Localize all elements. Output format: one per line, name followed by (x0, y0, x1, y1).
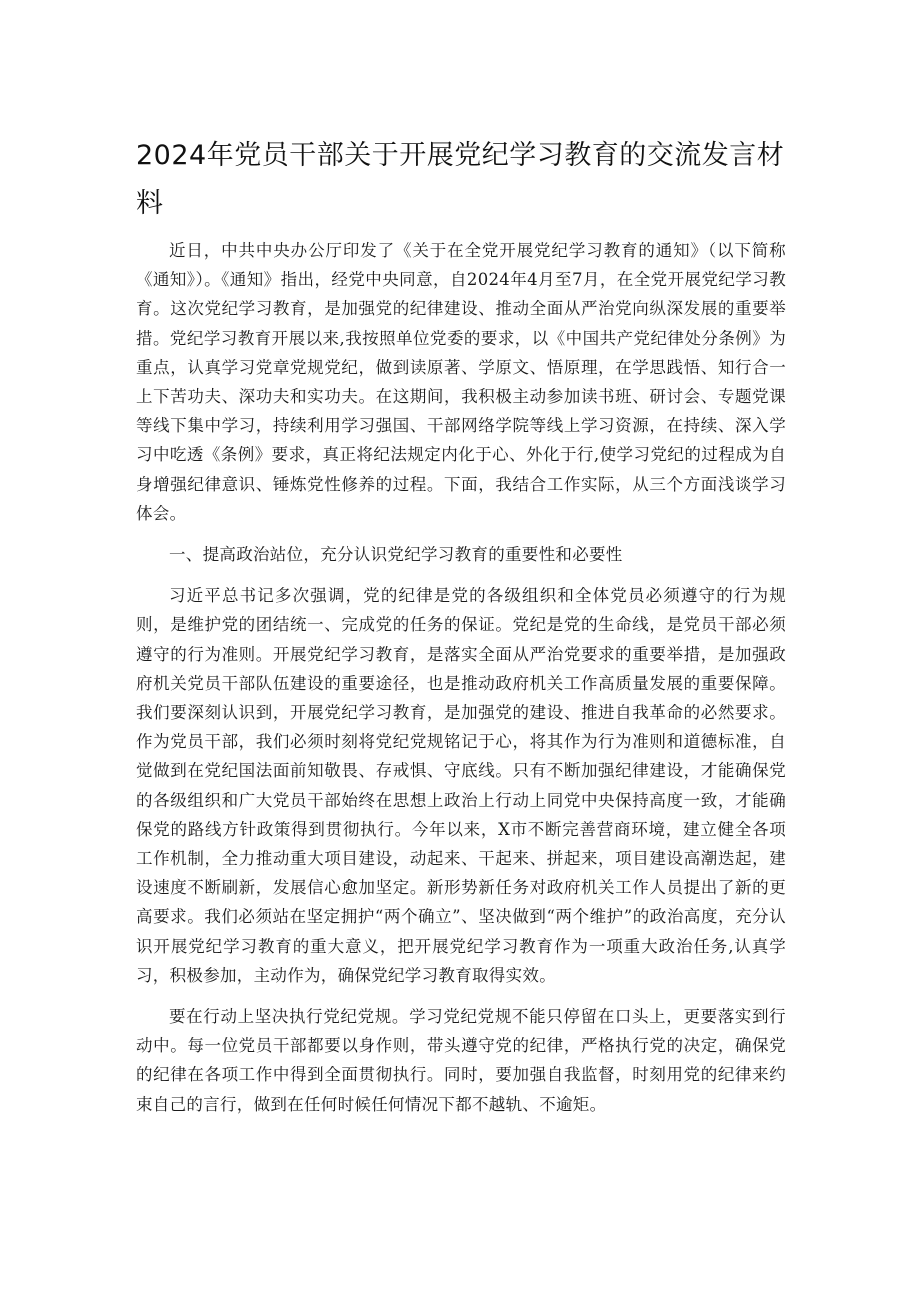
document-body (136, 236, 786, 1131)
section-heading-1: 一、提高政治站位，充分认识党纪学习教育的重要性和必要性 (169, 545, 623, 565)
document-title: 2024年党员干部关于开展党纪学习教育的交流发言材料 (136, 140, 785, 219)
body-paragraph-3: 要在行动上坚决执行党纪党规。学习党纪党规不能只停留在口头上，更要落实到行动中。每一位党员干部都要以身作则，带头遵守党的纪律，严格执行党的决定，确保党的纪律在各项工作中得到全面贯彻执行。同时，要加强自我监督，时刻用党的纪律来约束自己的言行，做到在任何时候任何情况下都不越轨、不逾矩。 (136, 1007, 786, 1114)
body-paragraph-2: 习近平总书记多次强调，党的纪律是党的各级组织和全体党员必须遵守的行为规则，是维护党的团结统一、完成党的任务的保证。党纪是党的生命线，是党员干部必须遵守的行为准则。开展党纪学习教育，是落实全面从严治党要求的重要举措，是加强政府机关党员干部队伍建设的重要途径，也是推动政府机关工作高质量发展的重要保障。我们要深刻认识到，开展党纪学习教育，是加强党的建设、推进自我革命的必然要求。作为党员干部，我们必须时刻将党纪党规铭记于心，将其作为行为准则和道德标准，自觉做到在党纪国法面前知敬畏、存戒惧、守底线。只有不断加强纪律建设，才能确保党的各级组织和广大党员干部始终在思想上政治上行动上同党中央保持高度一致，才能确保党的路线方针政策得到贯彻执行。今年以来，X市不断完善营商环境，建立健全各项工作机制，全力推动重大项目建设，动起来、干起来、拼起来，项目建设高潮迭起，建设速度不断刷新，发展信心愈加坚定。新形势新任务对政府机关工作人员提出了新的更高要求。我们必须站在坚定拥护“两个确立”、坚决做到“两个维护”的政治高度，充分认识开展党纪学习教育的重大意义，把开展党纪学习教育作为一项重大政治任务,认真学习，积极参加，主动作为，确保党纪学习教育取得实效。 (136, 586, 786, 985)
intro-paragraph: 近日，中共中央办公厅印发了《关于在全党开展党纪学习教育的通知》（以下简称《通知》）。《通知》指出，经党中央同意，自2024年4月至7月，在全党开展党纪学习教育。这次党纪学习教育，是加强党的纪律建设、推动全面从严治党向纵深发展的重要举措。党纪学习教育开展以来,我按照单位党委的要求，以《中国共产党纪律处分条例》为重点，认真学习党章党规党纪，做到读原著、学原文、悟原理，在学思践悟、知行合一上下苦功夫、深功夫和实功夫。在这期间，我积极主动参加读书班、研讨会、专题党课等线下集中学习，持续利用学习强国、干部网络学院等线上学习资源，在持续、深入学习中吃透《条例》要求，真正将纪法规定内化于心、外化于行,使学习党纪的过程成为自身增强纪律意识、锤炼党性修养的过程。下面，我结合工作实际，从三个方面浅谈学习体会。 (136, 241, 786, 523)
